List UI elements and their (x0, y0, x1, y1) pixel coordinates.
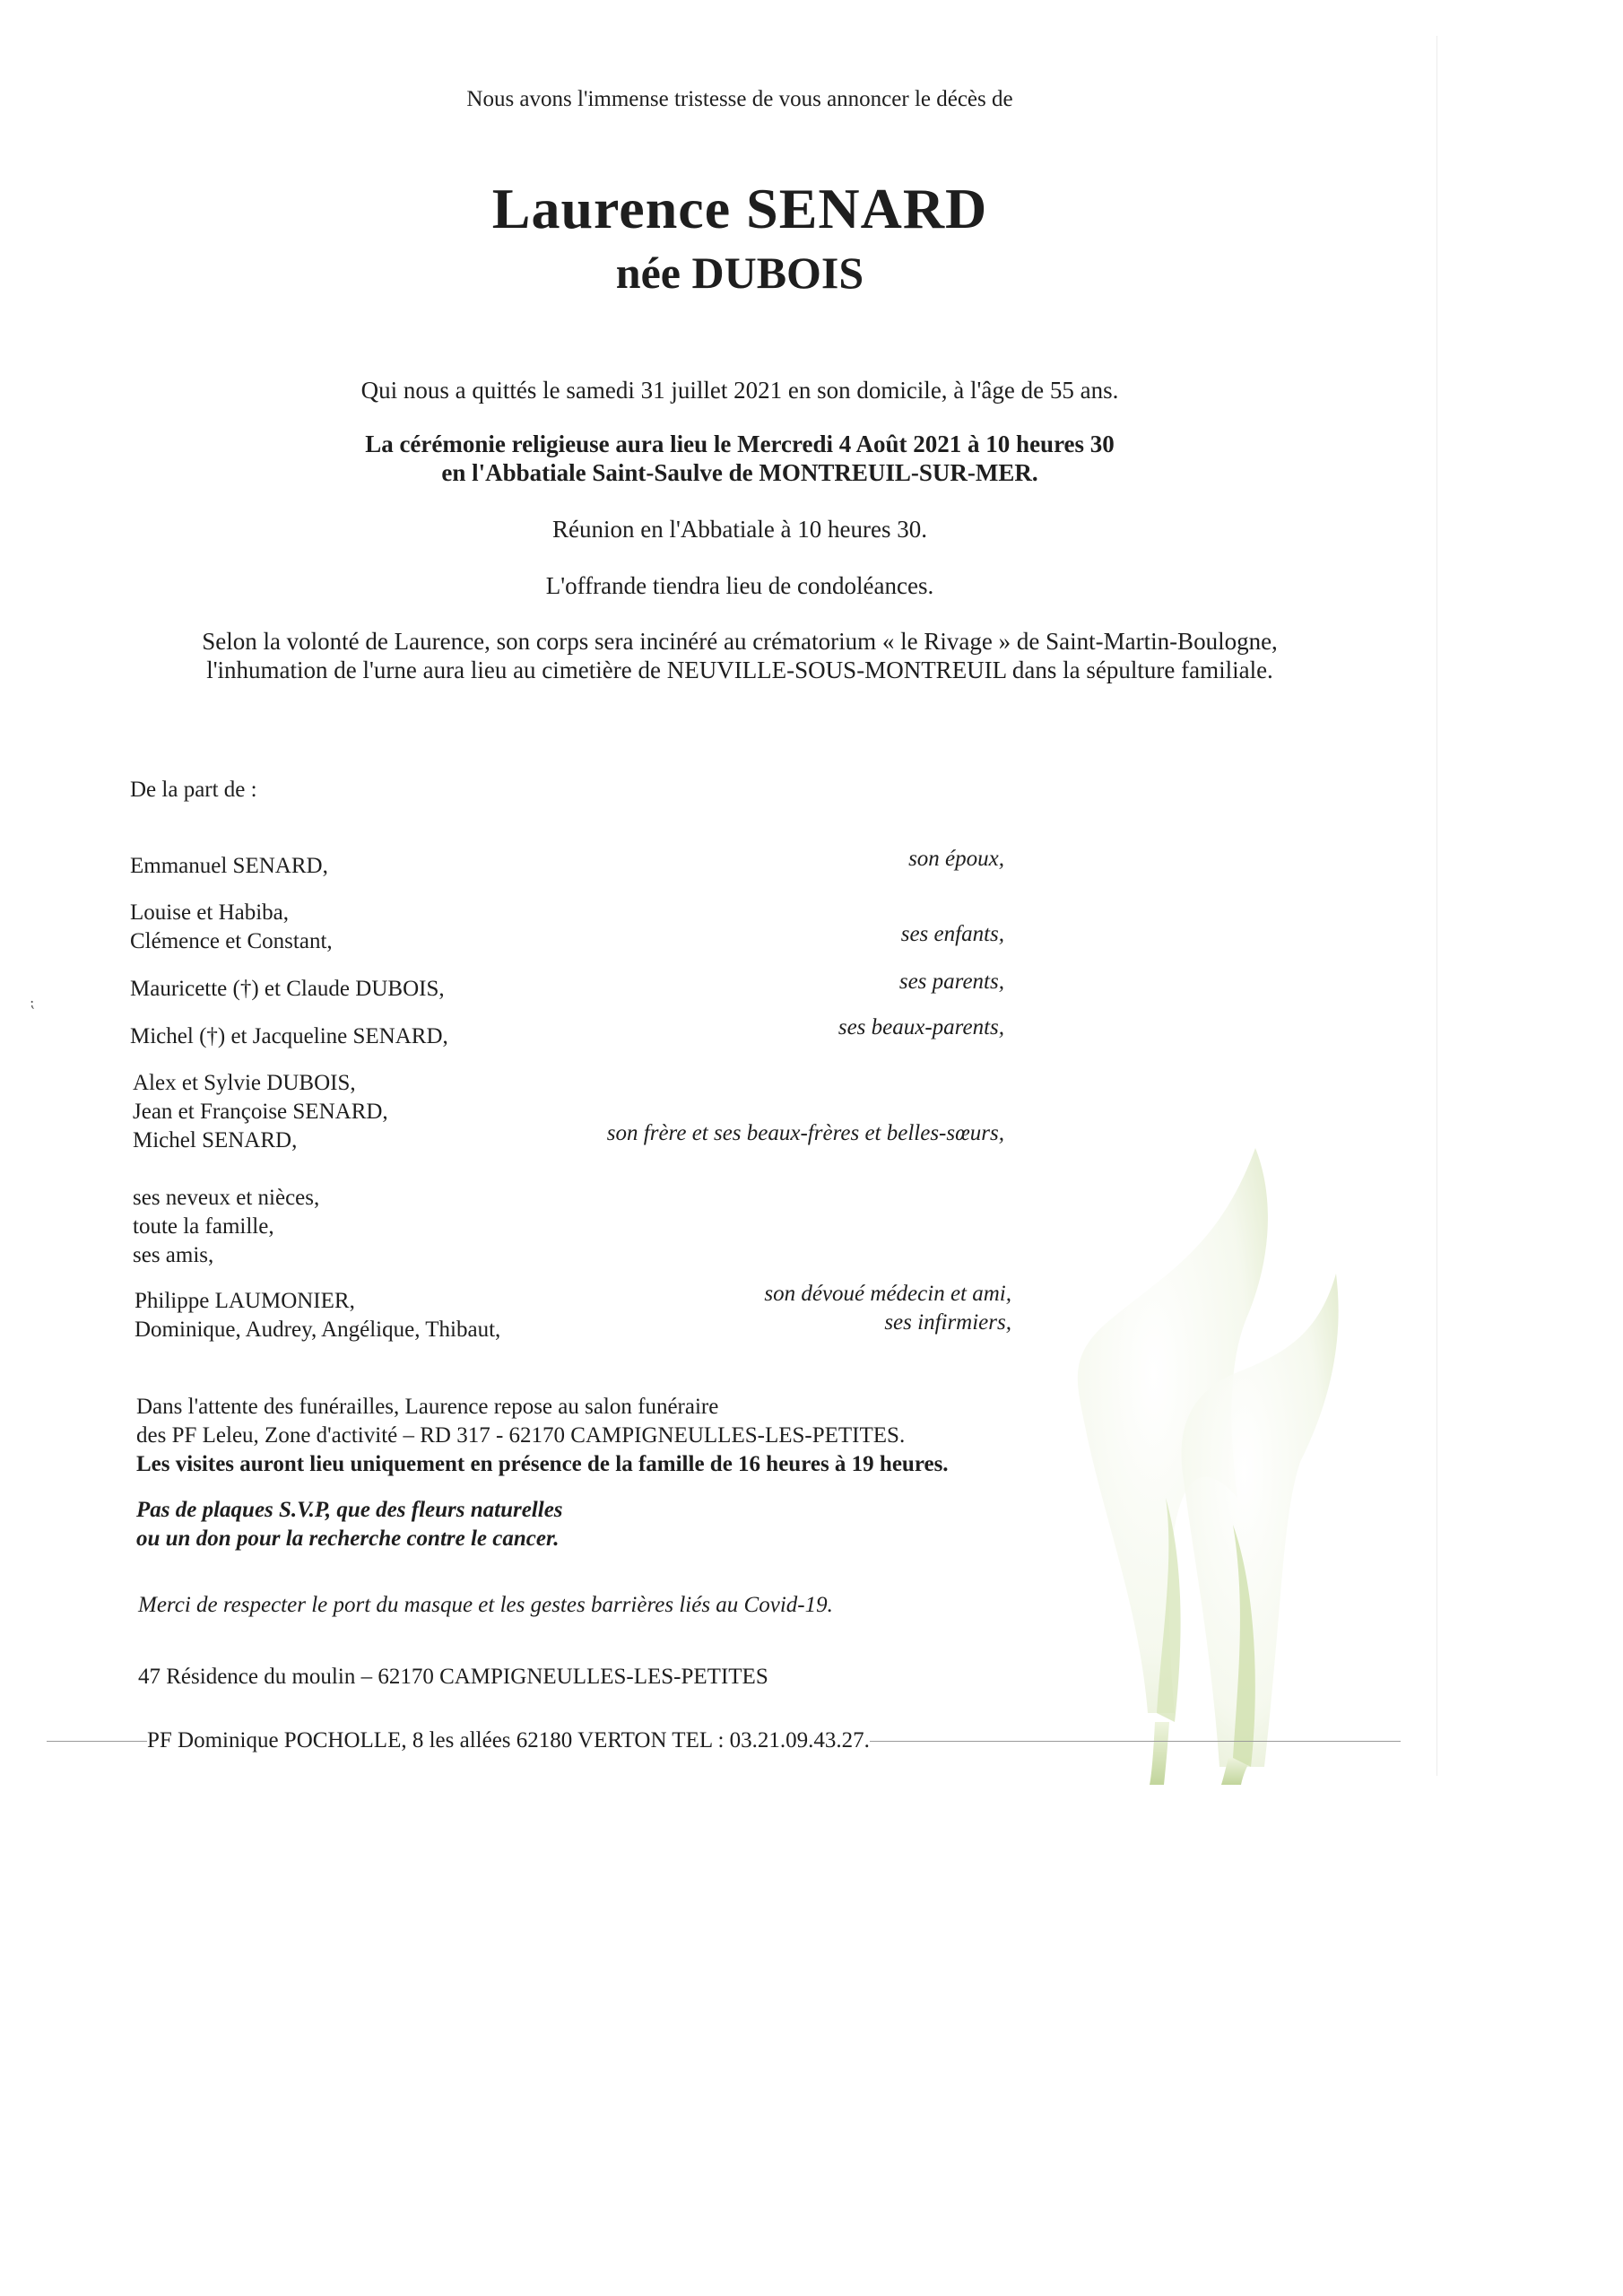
family-relation: ses beaux-parents, (838, 1015, 1004, 1039)
cremation-line-2: l'inhumation de l'urne aura lieu au cimetière de NEUVILLE-SOUS-MONTREUIL dans la sépulture familiale. (206, 657, 1273, 683)
family-name: ses neveux et nièces, (133, 1186, 320, 1210)
rest-line-2: des PF Leleu, Zone d'activité – RD 317 - 62170 CAMPIGNEULLES-LES-PETITES. (136, 1423, 906, 1448)
family-name: Clémence et Constant, (130, 929, 333, 953)
ceremony-line-1: La cérémonie religieuse aura lieu le Mercredi 4 Août 2021 à 10 heures 30 (365, 430, 1115, 457)
death-announcement: Qui nous a quittés le samedi 31 juillet 2021 en son domicile, à l'âge de 55 ans. (360, 377, 1119, 404)
visits-text: Les visites auront lieu uniquement en présence de la famille de 16 heures à 19 heures. (136, 1452, 949, 1476)
home-address: 47 Résidence du moulin – 62170 CAMPIGNEULLES-LES-PETITES (138, 1665, 768, 1689)
ceremony-line-2: en l'Abbatiale Saint-Saulve de MONTREUIL-SUR-MER. (441, 459, 1038, 486)
offering-text: L'offrande tiendra lieu de condoléances. (545, 572, 934, 599)
intro-text: Nous avons l'immense tristesse de vous annoncer le décès de (466, 87, 1013, 111)
cremation-line-1: Selon la volonté de Laurence, son corps sera incinéré au crématorium « le Rivage » de Saint-Martin-Boulogne, (202, 628, 1278, 655)
family-name: Louise et Habiba, (130, 900, 290, 925)
funeral-director-footer: PF Dominique POCHOLLE, 8 les allées 62180 VERTON TEL : 03.21.09.43.27. (147, 1728, 870, 1752)
maiden-name: née DUBOIS (615, 248, 864, 298)
family-relation: son époux, (908, 847, 1004, 871)
family-relation: son dévoué médecin et ami, (764, 1282, 1011, 1306)
family-name: Michel SENARD, (133, 1128, 298, 1152)
family-name: Dominique, Audrey, Angélique, Thibaut, (135, 1318, 501, 1342)
calla-lily-illustration (1049, 1139, 1354, 1785)
family-name: Mauricette (†) et Claude DUBOIS, (130, 977, 445, 1001)
deceased-name: Laurence SENARD (491, 177, 988, 240)
family-name: Emmanuel SENARD, (130, 854, 328, 878)
family-name: ses amis, (133, 1243, 214, 1267)
family-relation: son frère et ses beaux-frères et belles-sœurs, (606, 1121, 1004, 1145)
flowers-line-1: Pas de plaques S.V.P, que des fleurs naturelles (136, 1498, 563, 1522)
family-relation: ses parents, (898, 970, 1004, 994)
family-relation: ses enfants, (900, 922, 1004, 946)
covid-notice: Merci de respecter le port du masque et les gestes barrières liés au Covid-19. (138, 1593, 833, 1617)
family-name: Alex et Sylvie DUBOIS, (133, 1071, 356, 1095)
family-name: toute la famille, (133, 1214, 274, 1239)
family-intro: De la part de : (130, 778, 257, 802)
family-name: Philippe LAUMONIER, (135, 1289, 355, 1313)
rest-line-1: Dans l'attente des funérailles, Laurence repose au salon funéraire (136, 1395, 719, 1419)
family-relation: ses infirmiers, (884, 1310, 1011, 1335)
flowers-line-2: ou un don pour la recherche contre le cancer. (136, 1526, 560, 1551)
family-name: Jean et Françoise SENARD, (133, 1100, 388, 1124)
scan-speck: ⁏ (30, 996, 35, 1011)
meeting-text: Réunion en l'Abbatiale à 10 heures 30. (552, 516, 927, 543)
family-name: Michel (†) et Jacqueline SENARD, (130, 1024, 448, 1048)
